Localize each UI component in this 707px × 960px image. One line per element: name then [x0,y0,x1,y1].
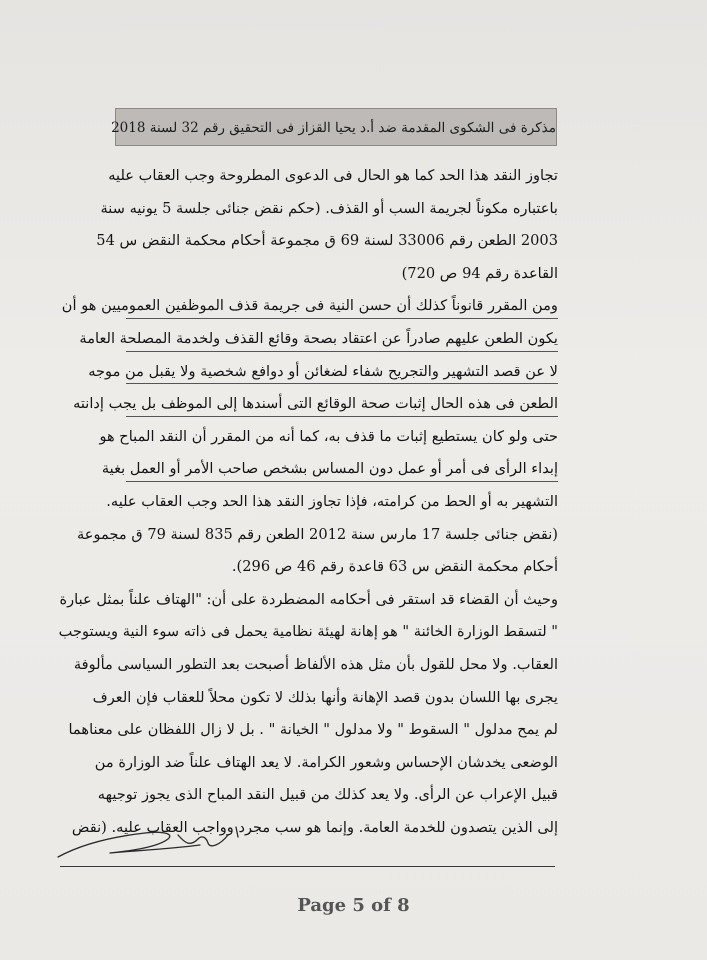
text-line: " لتسقط الوزارة الخائنة " هو إهانة لهيئة نظامية يحمل فى ذاته سوء النية ويستوجب [58,623,558,641]
text-line: 2003 الطعن رقم 33006 لسنة 69 ق مجموعة أحكام محكمة النقض س 54 [96,232,558,250]
text-line: أحكام محكمة النقض س 63 قاعدة رقم 46 ص 296). [231,558,558,576]
signature-line [60,866,555,867]
text-line: القاعدة رقم 94 ص 720) [401,264,558,282]
text-line: تجاوز النقد هذا الحد كما هو الحال فى الدعوى المطروحة وجب العقاب عليه [108,167,558,184]
text-line: حتى ولو كان يستطيع إثبات ما قذف به، كما أنه من المقرر أن النقد المباح هو [99,427,558,445]
text-line: الوضعى يخدشان الإحساس وشعور الكرامة. لا يعد الهتاف علناً ضد الوزارة من [94,753,558,771]
text-line: إلى الذين يتصدون للخدمة العامة. وإنما هو سب مجرد وواجب العقاب عليه. (نقض [71,818,558,836]
text-line: لا عن قصد التشهير والتجريح شفاء لضغائن أو دوافع شخصية ولا يقبل من موجه [126,356,558,389]
document-body [58,160,558,844]
text-line: إبداء الرأى فى أمر أو عمل دون المساس بشخص صاحب الأمر أو العمل بغية [126,453,558,486]
text-line: وحيث أن القضاء قد استقر فى أحكامه المضطردة على أن: "الهتاف علناً بمثل عبارة [59,590,558,608]
text-line: التشهير به أو الحط من كرامته، فإذا تجاوز النقد هذا الحد وجب العقاب عليه. [106,492,558,510]
text-line: يجرى بها اللسان بدون قصد الإهانة وأنها بذلك لا تكون محلاً للعقاب فإن العرف [92,688,558,706]
page-number: Page 5 of 8 [297,895,410,916]
text-line: يكون الطعن عليهم صادراً عن اعتقاد بصحة وقائع القذف ولخدمة المصلحة العامة [126,323,558,356]
text-line: قبيل الإعراب عن الرأى. ولا يعد كذلك من قبيل النقد المباح الذى يجوز توجيهه [97,786,558,804]
document-header: مذكرة فى الشكوى المقدمة ضد أ.د يحيا القزاز فى التحقيق رقم 32 لسنة 2018 [115,108,557,146]
text-line: (نقض جنائى جلسة 17 مارس سنة 2012 الطعن رقم 835 لسنة 79 ق مجموعة [76,525,558,543]
text-line: ومن المقرر قانوناً كذلك أن حسن النية فى جريمة قذف الموظفين العموميين هو أن [126,290,558,323]
text-line: العقاب. ولا محل للقول بأن مثل هذه الألفاظ أصبحت بعد التطور السياسى مألوفة [73,655,558,673]
text-line: الطعن فى هذه الحال إثبات صحة الوقائع التى أسندها إلى الموظف بل يجب إدانته [126,388,558,421]
text-line: لم يمح مدلول " السقوط " ولا مدلول " الخيانة " . بل لا زال اللفظان على معناهما [68,721,558,739]
text-line: باعتباره مكوناً لجريمة السب أو القذف. (حكم نقض جنائى جلسة 5 يونيه سنة [100,199,558,217]
